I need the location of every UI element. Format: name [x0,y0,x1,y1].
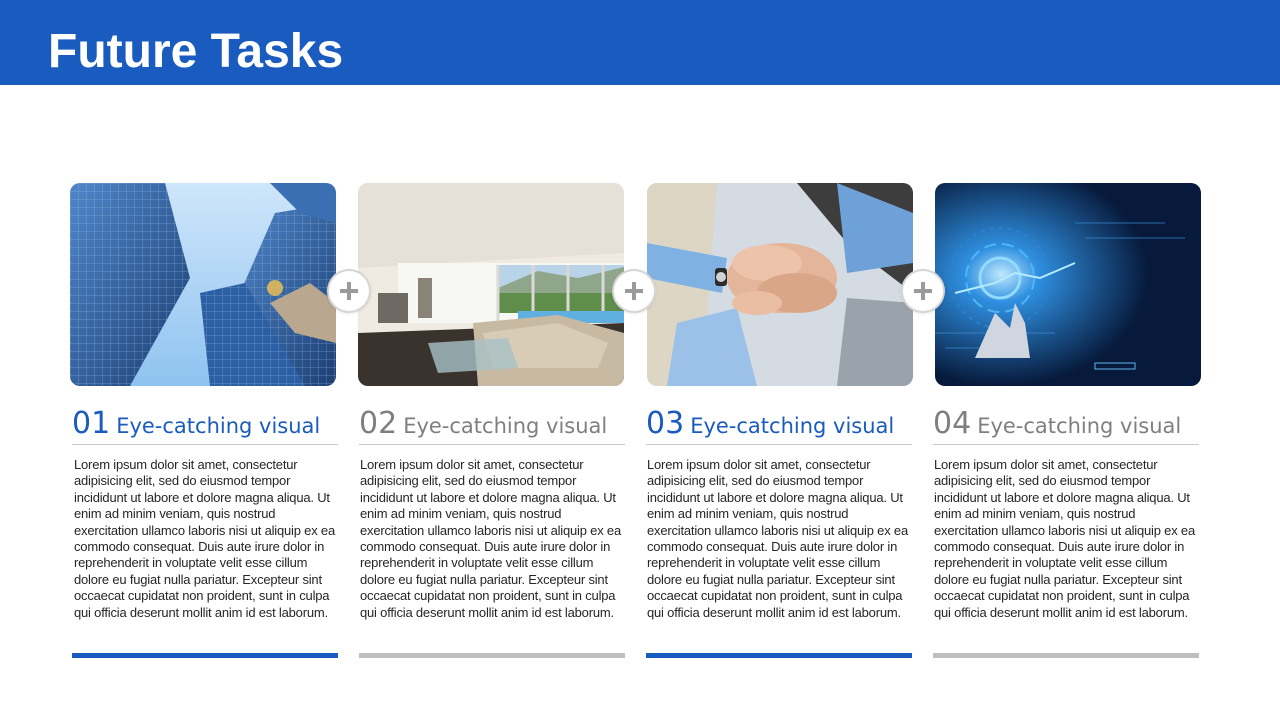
skyscrapers-photo [70,183,336,386]
card-body-2: Lorem ipsum dolor sit amet, consectetur adipisicing elit, sed do eiusmod tempor incididunt ut labore et dolore magna aliqua. Ut enim ad minim veniam, quis nostrud exercitation ullamco laboris nisi ut aliquip ex ea commodo consequat. Duis aute irure dolor in reprehenderit in voluptate velit esse cillum dolore eu fugiat nulla pariatur. Excepteur sint occaecat cupidatat non proident, sunt in culpa qui officia deserunt mollit anim id est laborum. [360,457,621,620]
title-bar [0,0,1280,85]
living-room-photo [358,183,624,386]
team-hands-photo [647,183,913,386]
card-body-1: Lorem ipsum dolor sit amet, consectetur adipisicing elit, sed do eiusmod tempor incididunt ut labore et dolore magna aliqua. Ut enim ad minim veniam, quis nostrud exercitation ullamco laboris nisi ut aliquip ex ea commodo consequat. Duis aute irure dolor in reprehenderit in voluptate velit esse cillum dolore eu fugiat nulla pariatur. Excepteur sint occaecat cupidatat non proident, sunt in culpa qui officia deserunt mollit anim id est laborum. [74,457,335,620]
card-number: 01 [72,406,111,441]
card-number: 02 [359,406,398,441]
plus-icon [329,271,369,311]
card-number: 03 [646,406,685,441]
card-heading-4 [933,404,1199,445]
plus-icon [614,271,654,311]
card-accent-bar-4 [933,653,1199,658]
card-body-4: Lorem ipsum dolor sit amet, consectetur adipisicing elit, sed do eiusmod tempor incididunt ut labore et dolore magna aliqua. Ut enim ad minim veniam, quis nostrud exercitation ullamco laboris nisi ut aliquip ex ea commodo consequat. Duis aute irure dolor in reprehenderit in voluptate velit esse cillum dolore eu fugiat nulla pariatur. Excepteur sint occaecat cupidatat non proident, sunt in culpa qui officia deserunt mollit anim id est laborum. [934,457,1195,620]
card-accent-bar-2 [359,653,625,658]
card-accent-bar-1 [72,653,338,658]
card-body-3: Lorem ipsum dolor sit amet, consectetur adipisicing elit, sed do eiusmod tempor incididunt ut labore et dolore magna aliqua. Ut enim ad minim veniam, quis nostrud exercitation ullamco laboris nisi ut aliquip ex ea commodo consequat. Duis aute irure dolor in reprehenderit in voluptate velit esse cillum dolore eu fugiat nulla pariatur. Excepteur sint occaecat cupidatat non proident, sunt in culpa qui officia deserunt mollit anim id est laborum. [647,457,908,620]
card-heading-text: Eye-catching visual [977,414,1182,438]
card-heading-text: Eye-catching visual [116,414,321,438]
plus-icon [903,271,943,311]
slide-title: Future Tasks [48,25,344,78]
card-number: 04 [933,406,972,441]
card-heading-text: Eye-catching visual [690,414,895,438]
digital-touch-photo [935,183,1201,386]
card-heading-2 [359,404,625,445]
card-heading-1 [72,404,338,445]
card-heading-3 [646,404,912,445]
card-accent-bar-3 [646,653,912,658]
card-heading-text: Eye-catching visual [403,414,608,438]
